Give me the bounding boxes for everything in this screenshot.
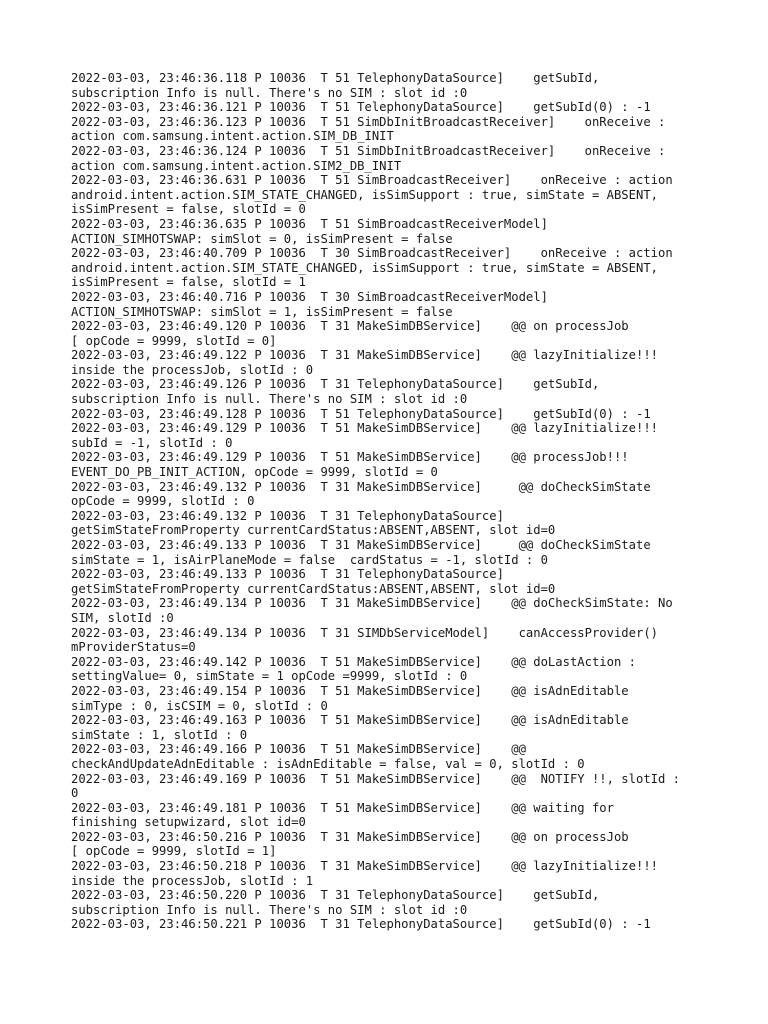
log-line: 2022-03-03, 23:46:49.122 P 10036 T 31 MakeSimDBService] @@ lazyInitialize!!! [71, 348, 658, 363]
log-line: 2022-03-03, 23:46:49.132 P 10036 T 31 TelephonyDataSource] [71, 508, 504, 523]
log-line: [ opCode = 9999, slotId = 1] [71, 844, 277, 859]
log-line: android.intent.action.SIM_STATE_CHANGED, isSimSupport : true, simState = ABSENT, [71, 260, 658, 275]
log-line: checkAndUpdateAdnEditable : isAdnEditable = false, val = 0, slotId : 0 [71, 756, 585, 771]
log-line: EVENT_DO_PB_INIT_ACTION, opCode = 9999, slotId = 0 [71, 465, 438, 480]
log-line: 2022-03-03, 23:46:50.220 P 10036 T 31 TelephonyDataSource] getSubId, [71, 888, 600, 903]
log-line: 2022-03-03, 23:46:49.133 P 10036 T 31 MakeSimDBService] @@ doCheckSimState [71, 538, 651, 552]
log-line: 2022-03-03, 23:46:36.123 P 10036 T 51 SimDbInitBroadcastReceiver] onReceive : [71, 114, 666, 129]
log-line: 0 [71, 786, 79, 801]
log-line: 2022-03-03, 23:46:49.128 P 10036 T 51 TelephonyDataSource] getSubId(0) : -1 [71, 406, 651, 421]
log-line: subscription Info is null. There's no SIM : slot id :0 [71, 392, 468, 407]
log-line: settingValue= 0, simState = 1 opCode =9999, slotId : 0 [71, 669, 468, 684]
log-line: simState : 1, slotId : 0 [71, 727, 248, 742]
log-line: 2022-03-03, 23:46:49.181 P 10036 T 51 MakeSimDBService] @@ waiting for [71, 800, 614, 815]
log-line: simType : 0, isCSIM = 0, slotId : 0 [71, 698, 328, 713]
log-line: 2022-03-03, 23:46:36.124 P 10036 T 51 SimDbInitBroadcastReceiver] onReceive : [71, 143, 666, 158]
log-line: 2022-03-03, 23:46:49.154 P 10036 T 51 MakeSimDBService] @@ isAdnEditable [71, 683, 629, 698]
log-line: 2022-03-03, 23:46:49.120 P 10036 T 31 MakeSimDBService] @@ on processJob [71, 319, 629, 334]
log-line: subscription Info is null. There's no SIM : slot id :0 [71, 85, 468, 100]
log-line: 2022-03-03, 23:46:49.133 P 10036 T 31 TelephonyDataSource] [71, 567, 504, 582]
log-line: 2022-03-03, 23:46:49.163 P 10036 T 51 MakeSimDBService] @@ isAdnEditable [71, 713, 629, 728]
log-line: 2022-03-03, 23:46:36.635 P 10036 T 51 SimBroadcastReceiverModel] [71, 216, 548, 231]
log-line: 2022-03-03, 23:46:49.132 P 10036 T 31 MakeSimDBService] @@ doCheckSimState [71, 479, 651, 494]
log-line: 2022-03-03, 23:46:49.142 P 10036 T 51 MakeSimDBService] @@ doLastAction : [71, 654, 636, 669]
log-line: ACTION_SIMHOTSWAP: simSlot = 0, isSimPresent = false [71, 231, 453, 246]
log-line: 2022-03-03, 23:46:36.631 P 10036 T 51 SimBroadcastReceiver] onReceive : action [71, 173, 673, 188]
log-line: getSimStateFromProperty currentCardStatus:ABSENT,ABSENT, slot id=0 [71, 523, 556, 538]
log-line: isSimPresent = false, slotId = 0 [71, 202, 306, 217]
log-line: [ opCode = 9999, slotId = 0] [71, 333, 277, 348]
log-line: 2022-03-03, 23:46:49.169 P 10036 T 51 MakeSimDBService] @@ NOTIFY !!, slotId : [71, 771, 681, 786]
log-line: inside the processJob, slotId : 1 [71, 873, 314, 888]
log-line: 2022-03-03, 23:46:40.716 P 10036 T 30 SimBroadcastReceiverModel] [71, 289, 548, 304]
log-line: 2022-03-03, 23:46:40.709 P 10036 T 30 SimBroadcastReceiver] onReceive : action [71, 246, 673, 261]
log-line: subId = -1, slotId : 0 [71, 435, 233, 450]
log-line: 2022-03-03, 23:46:49.134 P 10036 T 31 MakeSimDBService] @@ doCheckSimState: No [71, 596, 673, 611]
log-line: 2022-03-03, 23:46:50.216 P 10036 T 31 MakeSimDBService] @@ on processJob [71, 829, 629, 844]
log-line: action com.samsung.intent.action.SIM2_DB_INIT [71, 158, 402, 173]
log-line: 2022-03-03, 23:46:50.218 P 10036 T 31 MakeSimDBService] @@ lazyInitialize!!! [71, 859, 658, 874]
log-line: mProviderStatus=0 [71, 640, 196, 655]
log-line: opCode = 9999, slotId : 0 [71, 494, 255, 509]
log-line: inside the processJob, slotId : 0 [71, 362, 314, 377]
log-line: SIM, slotId :0 [71, 610, 174, 625]
log-line: 2022-03-03, 23:46:36.118 P 10036 T 51 TelephonyDataSource] getSubId, [71, 71, 600, 85]
log-line: simState = 1, isAirPlaneMode = false cardStatus = -1, slotId : 0 [71, 552, 548, 567]
log-line: 2022-03-03, 23:46:49.129 P 10036 T 51 MakeSimDBService] @@ lazyInitialize!!! [71, 421, 658, 436]
log-line: 2022-03-03, 23:46:49.129 P 10036 T 51 MakeSimDBService] @@ processJob!!! [71, 450, 629, 465]
log-line: isSimPresent = false, slotId = 1 [71, 275, 306, 290]
log-line: 2022-03-03, 23:46:49.134 P 10036 T 31 SIMDbServiceModel] canAccessProvider() [71, 625, 658, 640]
log-line: finishing setupwizard, slot id=0 [71, 815, 306, 830]
log-line: 2022-03-03, 23:46:36.121 P 10036 T 51 TelephonyDataSource] getSubId(0) : -1 [71, 100, 651, 115]
log-line: subscription Info is null. There's no SIM : slot id :0 [71, 902, 468, 917]
log-line: 2022-03-03, 23:46:50.221 P 10036 T 31 TelephonyDataSource] getSubId(0) : -1 [71, 917, 651, 932]
log-line: 2022-03-03, 23:46:49.126 P 10036 T 31 TelephonyDataSource] getSubId, [71, 377, 600, 392]
log-document [71, 71, 711, 932]
log-line: 2022-03-03, 23:46:49.166 P 10036 T 51 MakeSimDBService] @@ [71, 742, 526, 757]
log-line: ACTION_SIMHOTSWAP: simSlot = 1, isSimPresent = false [71, 304, 453, 319]
log-line: android.intent.action.SIM_STATE_CHANGED, isSimSupport : true, simState = ABSENT, [71, 187, 658, 202]
log-line: action com.samsung.intent.action.SIM_DB_INIT [71, 129, 394, 144]
log-line: getSimStateFromProperty currentCardStatus:ABSENT,ABSENT, slot id=0 [71, 581, 556, 596]
